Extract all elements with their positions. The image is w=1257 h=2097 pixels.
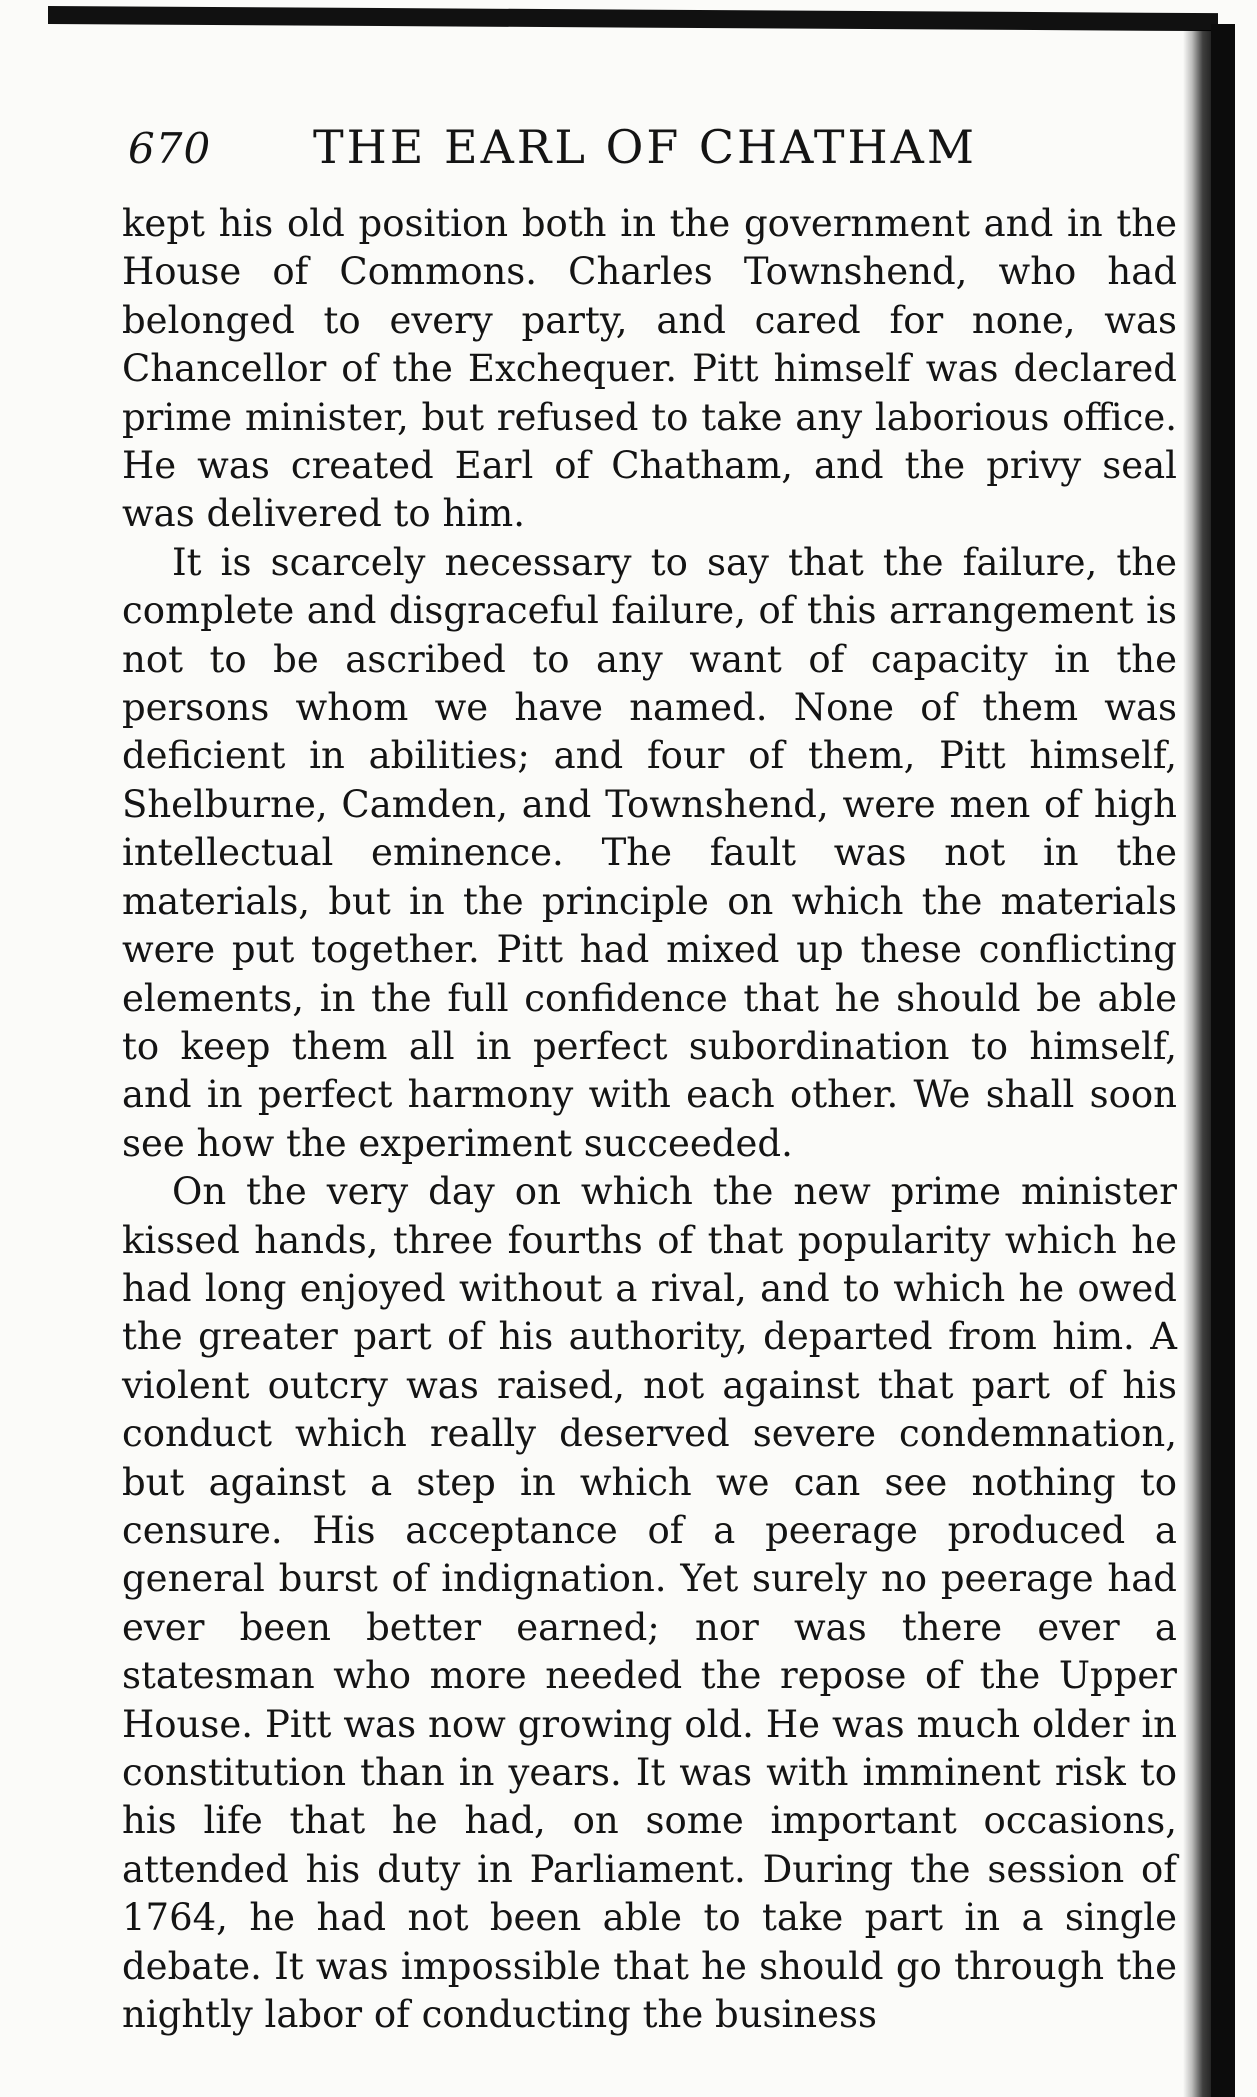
scan-top-border <box>48 6 1218 31</box>
paragraph-1: kept his old position both in the government and in the House of Commons. Charles Townshend, who had belonged to every party, and cared for none, was Chancellor of the Exchequer. Pitt himself was declared prime minister, but refused to take any laborious office. He was created Earl of Chatham, and the privy seal was delivered to him. <box>122 202 1177 536</box>
page-number: 670 <box>128 124 212 173</box>
paragraph-3: On the very day on which the new prime minister kissed hands, three fourths of that popularity which he had long enjoyed without a rival, and to which he owed the greater part of his authority, departed from him. A violent outcry was raised, not against that part of his conduct which really deserved severe condemnation, but against a step in which we can see nothing to censure. His acceptance of a peerage produced a general burst of indignation. Yet surely no peerage had ever been better earned; nor was there ever a statesman who more needed the repose of the Upper House. Pitt was now growing old. He was much older in constitution than in years. It was with imminent risk to his life that he had, on some important occasions, attended his duty in Parliament. During the session of 1764, he had not been able to take part in a single debate. It was impossible that he should go through the nightly labor of conducting the business <box>122 1170 1177 2037</box>
paragraph-2: It is scarcely necessary to say that the failure, the complete and disgraceful failure, of this arrangement is not to be ascribed to any want of capacity in the persons whom we have named. None of them was deficient in abilities; and four of them, Pitt himself, Shelburne, Camden, and Townshend, were men of high intellectual eminence. The fault was not in the materials, but in the principle on which the materials were put together. Pitt had mixed up these conflicting elements, in the full confidence that he should be able to keep them all in perfect subordination to himself, and in perfect harmony with each other. We shall soon see how the experiment succeeded. <box>122 540 1177 1165</box>
scan-right-edge <box>1211 24 1235 2097</box>
running-title: THE EARL OF CHATHAM <box>313 120 977 174</box>
body-text <box>122 200 1177 2039</box>
page-header <box>128 120 1168 180</box>
